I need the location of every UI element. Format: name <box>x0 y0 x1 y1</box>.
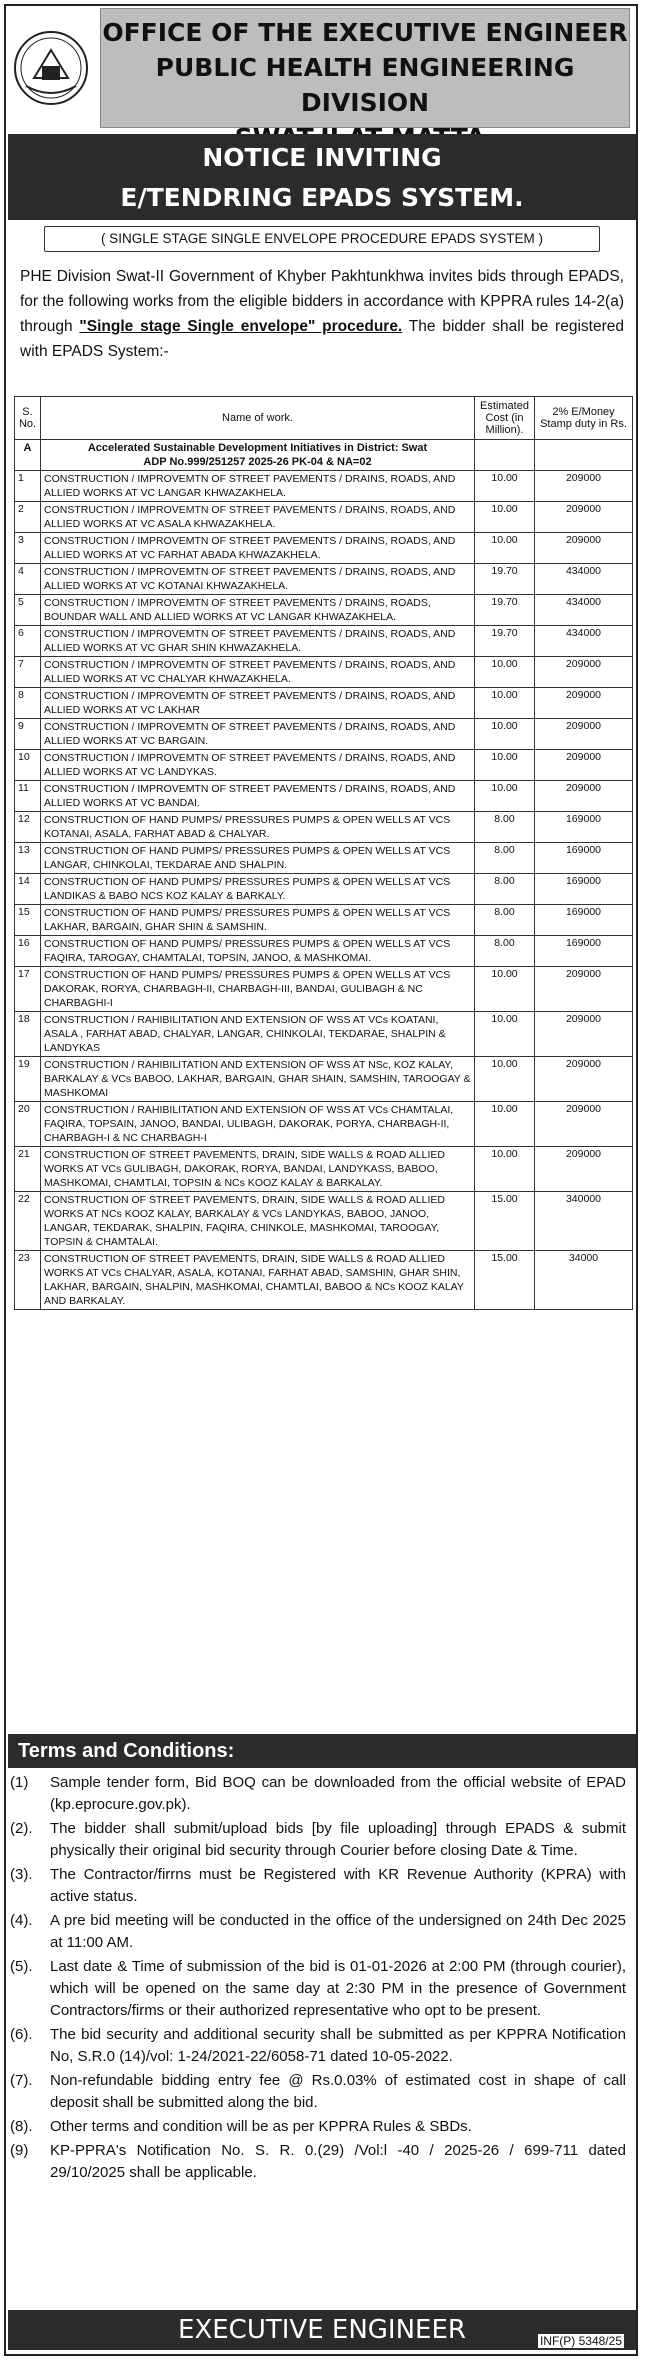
row-cost: 19.70 <box>475 626 535 657</box>
table-row <box>15 936 633 967</box>
row-name: CONSTRUCTION OF STREET PAVEMENTS, DRAIN, SIDE WALLS & ROAD ALLIED WORKS AT NCs KOOZ KALAY, BARKALAY & VCs LANDYKAS, BABOO, JANOO, LANGAR, TEKDARAK, SHALPIN, FAQIRA, CHINKOLE, MASHKOMAI, TAROOGAY, TOPSIN & CHAMTALAI. <box>41 1192 475 1251</box>
term-item <box>10 1956 626 2022</box>
section-code: A <box>15 440 41 471</box>
term-item <box>10 2116 626 2138</box>
term-number: (5). <box>10 1958 33 1975</box>
row-cost: 8.00 <box>475 812 535 843</box>
row-sno: 14 <box>15 874 41 905</box>
intro-paragraph <box>20 264 624 364</box>
term-number: (2). <box>10 1820 33 1837</box>
term-text: The bidder shall submit/upload bids [by file uploading] through EPADS & submit physically their original bid security through Courier before closing Date & Time. <box>50 1820 626 1859</box>
table-row <box>15 595 633 626</box>
row-sno: 13 <box>15 843 41 874</box>
table-row <box>15 1147 633 1192</box>
table-row <box>15 812 633 843</box>
intro-text-before: PHE Division Swat-II Government of Khyber Pakhtunkhwa invites bids through EPADS, for the following works from the eligible bidders in accordance with KPPRA rules 14-2(a) through <box>20 268 624 335</box>
term-item <box>10 1864 626 1908</box>
row-name: CONSTRUCTION OF HAND PUMPS/ PRESSURES PUMPS & OPEN WELLS AT VCS LAKHAR, BARGAIN, GHAR SHIN & SAMSHIN. <box>41 905 475 936</box>
row-cost: 8.00 <box>475 936 535 967</box>
row-cost: 10.00 <box>475 750 535 781</box>
row-name: CONSTRUCTION / IMPROVEMTN OF STREET PAVEMENTS / DRAINS, ROADS, AND ALLIED WORKS AT VC LAKHAR <box>41 688 475 719</box>
notice-title-line-2: E/TENDRING EPADS SYSTEM. <box>120 183 524 212</box>
row-cost: 10.00 <box>475 657 535 688</box>
row-cost: 10.00 <box>475 1012 535 1057</box>
row-duty: 209000 <box>535 781 633 812</box>
row-cost: 10.00 <box>475 688 535 719</box>
row-name: CONSTRUCTION / RAHIBILITATION AND EXTENSION OF WSS AT VCs KOATANI, ASALA , FARHAT ABAD, CHALYAR, LANGAR, CHINKOLAI, TEKDARAE, SHALPIN & LANDYKAS <box>41 1012 475 1057</box>
row-sno: 18 <box>15 1012 41 1057</box>
row-duty: 209000 <box>535 1012 633 1057</box>
row-sno: 9 <box>15 719 41 750</box>
row-sno: 17 <box>15 967 41 1012</box>
row-name: CONSTRUCTION / IMPROVEMTN OF STREET PAVEMENTS / DRAINS, ROADS, AND ALLIED WORKS AT VC FARHAT ABADA KHWAZAKHELA. <box>41 533 475 564</box>
row-name: CONSTRUCTION OF HAND PUMPS/ PRESSURES PUMPS & OPEN WELLS AT VCS KOTANAI, ASALA, FARHAT ABAD & CHALYAR. <box>41 812 475 843</box>
section-duty-empty <box>535 440 633 471</box>
table-row <box>15 967 633 1012</box>
notice-title-box <box>8 134 636 220</box>
row-cost: 10.00 <box>475 781 535 812</box>
row-duty: 169000 <box>535 874 633 905</box>
row-name: CONSTRUCTION / IMPROVEMTN OF STREET PAVEMENTS / DRAINS, ROADS, AND ALLIED WORKS AT VC CHALYAR KHWAZAKHELA. <box>41 657 475 688</box>
row-sno: 16 <box>15 936 41 967</box>
row-name: CONSTRUCTION OF HAND PUMPS/ PRESSURES PUMPS & OPEN WELLS AT VCS DAKORAK, RORYA, CHARBAGH-II, CHARBAGH-III, BANDAI, GULIBAGH & NC CHARBAGHI-I <box>41 967 475 1012</box>
row-cost: 15.00 <box>475 1251 535 1310</box>
row-cost: 10.00 <box>475 533 535 564</box>
term-number: (8). <box>10 2118 33 2135</box>
term-text: KP-PPRA's Notification No. S. R. 0.(29) /Vol:l -40 / 2025-26 / 699-711 dated 29/10/2025 shall be applicable. <box>50 2142 626 2181</box>
row-duty: 434000 <box>535 564 633 595</box>
row-name: CONSTRUCTION / IMPROVEMTN OF STREET PAVEMENTS / DRAINS, ROADS, AND ALLIED WORKS AT VC BANDAI. <box>41 781 475 812</box>
header-duty: 2% E/Money Stamp duty in Rs. <box>535 397 633 440</box>
term-number: (6). <box>10 2026 33 2043</box>
table-row <box>15 1057 633 1102</box>
row-name: CONSTRUCTION OF STREET PAVEMENTS, DRAIN, SIDE WALLS & ROAD ALLIED WORKS AT VCs GULIBAGH, DAKORAK, RORYA, BANDAI, LANDYKASS, BABOO, MASHKOMAI, CHAMTLAI, TOPSIN & NCs KOOZ KALAY & BARKALAY. <box>41 1147 475 1192</box>
notice-title-line-1: NOTICE INVITING <box>202 143 442 172</box>
row-duty: 169000 <box>535 936 633 967</box>
table-row <box>15 874 633 905</box>
row-duty: 209000 <box>535 750 633 781</box>
table-row <box>15 533 633 564</box>
works-table <box>14 396 633 1310</box>
row-sno: 19 <box>15 1057 41 1102</box>
term-item <box>10 1818 626 1862</box>
intro-text-after: The bidder shall be registered with EPADS System:- <box>20 318 624 360</box>
row-duty: 340000 <box>535 1192 633 1251</box>
table-row <box>15 657 633 688</box>
row-duty: 209000 <box>535 1057 633 1102</box>
row-duty: 434000 <box>535 595 633 626</box>
government-emblem-icon <box>12 28 90 108</box>
row-sno: 1 <box>15 471 41 502</box>
term-text: A pre bid meeting will be conducted in the office of the undersigned on 24th Dec 2025 at 11:00 AM. <box>50 1912 626 1951</box>
table-header-row <box>15 397 633 440</box>
row-duty: 209000 <box>535 967 633 1012</box>
term-text: Last date & Time of submission of the bid is 01-01-2026 at 2:00 PM (through courier), which will be opened on the same day at 2:30 PM in the presence of Government Contractors/firms or their authorized representative who opt to be present. <box>50 1958 626 2019</box>
signature-bar <box>8 2310 636 2350</box>
row-sno: 8 <box>15 688 41 719</box>
row-cost: 10.00 <box>475 471 535 502</box>
section-row <box>15 440 633 471</box>
table-row <box>15 688 633 719</box>
table-row <box>15 719 633 750</box>
section-line-1: Accelerated Sustainable Development Initiatives in District: Swat <box>87 442 428 454</box>
row-duty: 434000 <box>535 626 633 657</box>
row-sno: 21 <box>15 1147 41 1192</box>
table-row <box>15 1012 633 1057</box>
row-name: CONSTRUCTION / IMPROVEMTN OF STREET PAVEMENTS / DRAINS, ROADS, BOUNDAR WALL AND ALLIED WORKS AT VC LANGAR KHWAZAKHELA. <box>41 595 475 626</box>
row-sno: 6 <box>15 626 41 657</box>
table-row <box>15 1192 633 1251</box>
row-sno: 7 <box>15 657 41 688</box>
row-duty: 209000 <box>535 502 633 533</box>
row-name: CONSTRUCTION OF HAND PUMPS/ PRESSURES PUMPS & OPEN WELLS AT VCS FAQIRA, TAROGAY, CHAMTALAI, TOPSIN, JANOO, & MASHKOMAI. <box>41 936 475 967</box>
terms-title: Terms and Conditions: <box>8 1734 636 1768</box>
header-cost: Estimated Cost (in Million). <box>475 397 535 440</box>
row-sno: 3 <box>15 533 41 564</box>
row-name: CONSTRUCTION OF STREET PAVEMENTS, DRAIN, SIDE WALLS & ROAD ALLIED WORKS AT VCs CHALYAR, ASALA, KOTANAI, FARHAT ABAD, SAMSHIN, GHAR SHIN, LAKHAR, BARGAIN, SHALPIN, MASHKOMAI, CHAMTLAI, BABOO & NCs KOOZ KALAY AND BARKALAY. <box>41 1251 475 1310</box>
table-row <box>15 905 633 936</box>
term-item <box>10 2024 626 2068</box>
row-cost: 8.00 <box>475 905 535 936</box>
term-number: (4). <box>10 1912 33 1929</box>
row-cost: 10.00 <box>475 719 535 750</box>
row-duty: 209000 <box>535 719 633 750</box>
term-text: Non-refundable bidding entry fee @ Rs.0.03% of estimated cost in shape of call deposit shall be submitted along the bid. <box>50 2072 626 2111</box>
term-item <box>10 2140 626 2184</box>
term-number: (1) <box>10 1774 29 1791</box>
row-cost: 8.00 <box>475 874 535 905</box>
intro-highlight: "Single stage Single envelope" procedure. <box>79 318 403 335</box>
section-line-2: ADP No.999/251257 2025-26 PK-04 & NA=02 <box>143 456 372 468</box>
table-row <box>15 502 633 533</box>
row-name: CONSTRUCTION OF HAND PUMPS/ PRESSURES PUMPS & OPEN WELLS AT VCS LANGAR, CHINKOLAI, TEKDARAE AND SHALPIN. <box>41 843 475 874</box>
row-duty: 209000 <box>535 471 633 502</box>
term-text: Sample tender form, Bid BOQ can be downloaded from the official website of EPAD (kp.eprocure.gov.pk). <box>50 1774 626 1813</box>
row-cost: 10.00 <box>475 967 535 1012</box>
row-name: CONSTRUCTION / IMPROVEMTN OF STREET PAVEMENTS / DRAINS, ROADS, AND ALLIED WORKS AT VC LANGAR KHWAZAKHELA. <box>41 471 475 502</box>
row-duty: 34000 <box>535 1251 633 1310</box>
row-duty: 169000 <box>535 812 633 843</box>
row-cost: 8.00 <box>475 843 535 874</box>
office-title-box <box>100 8 630 128</box>
row-cost: 15.00 <box>475 1192 535 1251</box>
row-name: CONSTRUCTION OF HAND PUMPS/ PRESSURES PUMPS & OPEN WELLS AT VCS LANDIKAS & BABO NCS KOZ KALAY & BARKALY. <box>41 874 475 905</box>
row-duty: 209000 <box>535 688 633 719</box>
header-name: Name of work. <box>41 397 475 440</box>
row-cost: 10.00 <box>475 1147 535 1192</box>
row-name: CONSTRUCTION / IMPROVEMTN OF STREET PAVEMENTS / DRAINS, ROADS, AND ALLIED WORKS AT VC KOTANAI KHWAZAKHELA. <box>41 564 475 595</box>
table-row <box>15 564 633 595</box>
inf-number: INF(P) 5348/25 <box>539 2334 622 2348</box>
table-row <box>15 626 633 657</box>
term-item <box>10 1772 626 1816</box>
table-row <box>15 843 633 874</box>
term-item <box>10 2070 626 2114</box>
office-line-2: PUBLIC HEALTH ENGINEERING DIVISION <box>155 53 575 117</box>
row-duty: 209000 <box>535 533 633 564</box>
row-sno: 22 <box>15 1192 41 1251</box>
section-title <box>41 440 475 471</box>
row-name: CONSTRUCTION / IMPROVEMTN OF STREET PAVEMENTS / DRAINS, ROADS, AND ALLIED WORKS AT VC GHAR SHIN KHWAZAKHELA. <box>41 626 475 657</box>
row-cost: 10.00 <box>475 502 535 533</box>
terms-list <box>10 1772 626 2186</box>
row-name: CONSTRUCTION / IMPROVEMTN OF STREET PAVEMENTS / DRAINS, ROADS, AND ALLIED WORKS AT VC ASALA KHWAZAKHELA. <box>41 502 475 533</box>
row-duty: 169000 <box>535 843 633 874</box>
row-sno: 5 <box>15 595 41 626</box>
header <box>8 6 636 130</box>
row-sno: 2 <box>15 502 41 533</box>
row-name: CONSTRUCTION / RAHIBILITATION AND EXTENSION OF WSS AT NSc, KOZ KALAY, BARKALAY & VCs BABOO, LAKHAR, BARGAIN, GHAR SHAIN, SAMSHIN, TAROOGAY & MASHKOMAI <box>41 1057 475 1102</box>
row-name: CONSTRUCTION / RAHIBILITATION AND EXTENSION OF WSS AT VCs CHAMTALAI, FAQIRA, TOPSAIN, JANOO, BANDAI, ULIBAGH, DAKORAK, PORYA, CHARBAGH-II, CHARBAGH-I & NC CHARBAGH-I <box>41 1102 475 1147</box>
row-duty: 169000 <box>535 905 633 936</box>
row-sno: 23 <box>15 1251 41 1310</box>
row-duty: 209000 <box>535 657 633 688</box>
header-sno: S. No. <box>15 397 41 440</box>
term-item <box>10 1910 626 1954</box>
term-number: (3). <box>10 1866 33 1883</box>
row-sno: 12 <box>15 812 41 843</box>
row-cost: 10.00 <box>475 1057 535 1102</box>
table-row <box>15 781 633 812</box>
term-number: (7). <box>10 2072 33 2089</box>
row-cost: 19.70 <box>475 595 535 626</box>
term-text: The bid security and additional security shall be submitted as per KPPRA Notification No, S.R.0 (14)/vol: 1-24/2021-22/6058-71 dated 10-05-2022. <box>50 2026 626 2065</box>
row-sno: 15 <box>15 905 41 936</box>
signature-label: EXECUTIVE ENGINEER <box>178 2315 466 2345</box>
row-sno: 11 <box>15 781 41 812</box>
procedure-label: ( SINGLE STAGE SINGLE ENVELOPE PROCEDURE EPADS SYSTEM ) <box>44 226 600 252</box>
row-duty: 209000 <box>535 1147 633 1192</box>
table-row <box>15 1251 633 1310</box>
row-name: CONSTRUCTION / IMPROVEMTN OF STREET PAVEMENTS / DRAINS, ROADS, AND ALLIED WORKS AT VC BARGAIN. <box>41 719 475 750</box>
row-sno: 10 <box>15 750 41 781</box>
table-row <box>15 750 633 781</box>
office-line-1: OFFICE OF THE EXECUTIVE ENGINEER <box>102 18 628 47</box>
row-sno: 4 <box>15 564 41 595</box>
term-number: (9) <box>10 2142 29 2159</box>
row-duty: 209000 <box>535 1102 633 1147</box>
row-cost: 10.00 <box>475 1102 535 1147</box>
term-text: Other terms and condition will be as per KPPRA Rules & SBDs. <box>50 2118 472 2135</box>
section-cost-empty <box>475 440 535 471</box>
term-text: The Contractor/firrns must be Registered with KR Revenue Authority (KPRA) with active status. <box>50 1866 626 1905</box>
row-cost: 19.70 <box>475 564 535 595</box>
row-sno: 20 <box>15 1102 41 1147</box>
row-name: CONSTRUCTION / IMPROVEMTN OF STREET PAVEMENTS / DRAINS, ROADS, AND ALLIED WORKS AT VC LANDYKAS. <box>41 750 475 781</box>
table-row <box>15 1102 633 1147</box>
table-row <box>15 471 633 502</box>
